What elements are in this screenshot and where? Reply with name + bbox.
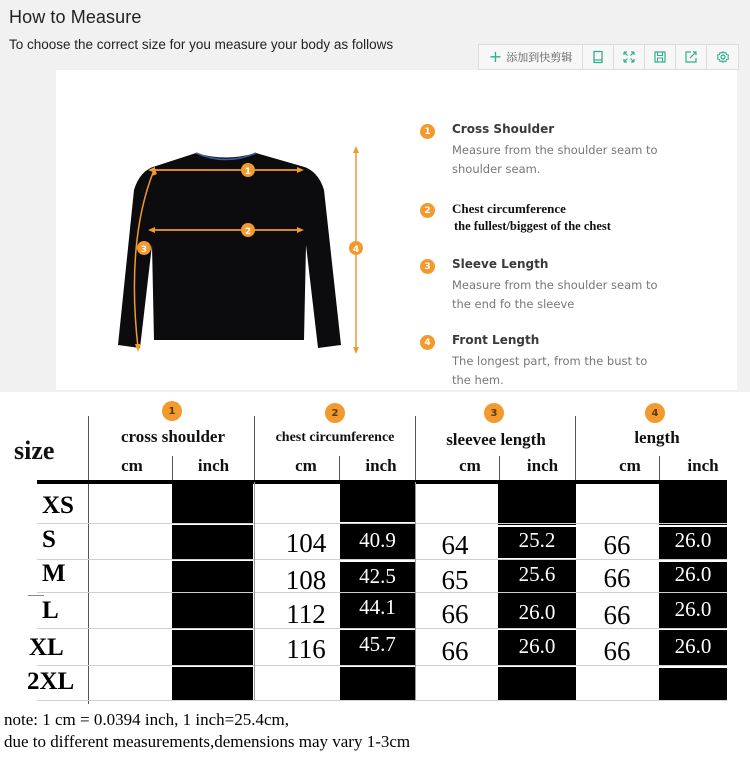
unit-label-cm: cm	[121, 456, 143, 475]
unit-label-inch: inch	[687, 456, 719, 475]
length-inch-s: 26.0	[674, 528, 712, 552]
expand-icon	[622, 50, 636, 64]
length-inch-l: 26.0	[674, 597, 712, 621]
fullscreen-button[interactable]	[614, 45, 645, 69]
decorative-dash	[28, 595, 44, 596]
number-badge: 2	[325, 403, 345, 423]
group-header-sleeve-length: sleevee length	[446, 430, 546, 449]
number-badge: 4	[645, 403, 665, 423]
add-to-quick-clip-label: 添加到快剪辑	[506, 51, 573, 64]
save-icon	[653, 50, 667, 64]
svg-text:3: 3	[140, 245, 148, 255]
length-cm-l: 66	[603, 600, 631, 630]
inch-column-sleeve	[498, 482, 576, 700]
size-label-2xl: 2XL	[27, 668, 75, 695]
conversion-note: note: 1 cm = 0.0394 inch, 1 inch=25.4cm,	[4, 710, 289, 729]
legend-title: Cross Shoulder	[452, 122, 555, 136]
inch-column-cross-shoulder	[172, 482, 253, 700]
sweater-diagram	[56, 70, 396, 390]
size-chart-table	[0, 392, 750, 702]
legend-description: Measure from the shoulder seam to shoulder seam.	[452, 143, 658, 176]
number-badge: 4	[420, 335, 435, 350]
legend-description: the fullest/biggest of the chest	[454, 219, 611, 233]
size-label-l: L	[42, 597, 59, 624]
number-badge: 1	[420, 124, 435, 139]
group-header-cross-shoulder: cross shoulder	[120, 427, 226, 446]
column-divider	[254, 416, 255, 480]
svg-text:4: 4	[352, 245, 360, 255]
column-divider	[88, 416, 89, 704]
unit-label-inch: inch	[197, 456, 230, 475]
legend-title: Sleeve Length	[452, 257, 549, 271]
chest-inch-m: 42.5	[359, 564, 396, 588]
chest-cm-s: 104	[285, 528, 327, 558]
legend-title: Front Length	[452, 333, 540, 347]
measurement-diagram-panel	[56, 70, 737, 390]
number-badge: 3	[484, 403, 504, 423]
number-badge: 2	[420, 203, 435, 218]
sleeve-inch-l: 26.0	[518, 600, 556, 624]
tablet-view-button[interactable]	[583, 45, 614, 69]
row-line	[37, 523, 727, 524]
row-separator	[659, 525, 727, 527]
tablet-icon	[591, 50, 605, 64]
sleeve-inch-s: 25.2	[518, 528, 556, 552]
settings-icon	[716, 50, 730, 64]
length-inch-m: 26.0	[674, 562, 712, 586]
share-button[interactable]	[676, 45, 707, 69]
length-cm-s: 66	[603, 530, 631, 560]
legend-description: Measure from the shoulder seam to the end fo the sleeve	[452, 278, 658, 311]
row-line	[37, 700, 727, 701]
chest-cm-xl: 116	[286, 634, 326, 664]
length-inch-xl: 26.0	[674, 634, 712, 658]
chest-inch-l: 44.1	[359, 595, 396, 619]
sleeve-inch-xl: 26.0	[518, 634, 556, 658]
sleeve-cm-l: 66	[441, 599, 469, 629]
length-cm-m: 66	[603, 563, 631, 593]
number-badge: 1	[162, 401, 182, 421]
svg-text:1: 1	[244, 167, 252, 177]
length-cm-xl: 66	[603, 636, 631, 666]
size-label-s: S	[42, 526, 56, 553]
row-separator	[498, 525, 576, 527]
unit-label-cm: cm	[619, 456, 641, 475]
legend-description: The longest part, from the bust to the hem.	[452, 354, 648, 387]
size-label-xs: XS	[42, 492, 74, 519]
sleeve-inch-m: 25.6	[518, 562, 556, 586]
row-separator	[659, 666, 727, 668]
number-badge: 3	[420, 259, 435, 274]
unit-label-inch: inch	[365, 456, 397, 475]
page-subtitle: To choose the correct size for you measure your body as follows	[9, 37, 394, 52]
chest-inch-s: 40.9	[359, 528, 396, 552]
size-label-xl: XL	[29, 634, 64, 661]
legend-title: Chest circumference	[452, 201, 566, 216]
settings-button[interactable]	[707, 45, 738, 69]
clip-toolbar	[478, 44, 739, 70]
plus-icon: +	[488, 47, 503, 66]
column-divider	[254, 482, 255, 700]
save-button[interactable]	[645, 45, 676, 69]
chest-inch-xl: 45.7	[359, 632, 396, 656]
group-header-length: length	[634, 428, 680, 447]
size-label-m: M	[42, 560, 66, 587]
share-icon	[684, 50, 698, 64]
unit-label-inch: inch	[526, 456, 559, 475]
column-divider	[415, 482, 416, 700]
unit-label-cm: cm	[459, 456, 481, 475]
variance-note: due to different measurements,demensions may vary 1-3cm	[4, 732, 411, 751]
unit-label-cm: cm	[295, 456, 317, 475]
sleeve-cm-s: 64	[441, 530, 469, 560]
sleeve-cm-xl: 66	[441, 636, 469, 666]
svg-text:2: 2	[244, 227, 252, 237]
chest-cm-l: 112	[286, 599, 326, 629]
chest-cm-m: 108	[285, 565, 327, 595]
row-separator	[340, 560, 415, 562]
add-to-quick-clip-button[interactable]	[479, 45, 583, 69]
size-column-header: size	[14, 436, 55, 465]
group-header-chest-circumference: chest circumference	[275, 430, 395, 445]
sleeve-cm-m: 65	[441, 565, 469, 595]
page-title: How to Measure	[9, 7, 142, 27]
sweater-shape	[118, 153, 341, 348]
